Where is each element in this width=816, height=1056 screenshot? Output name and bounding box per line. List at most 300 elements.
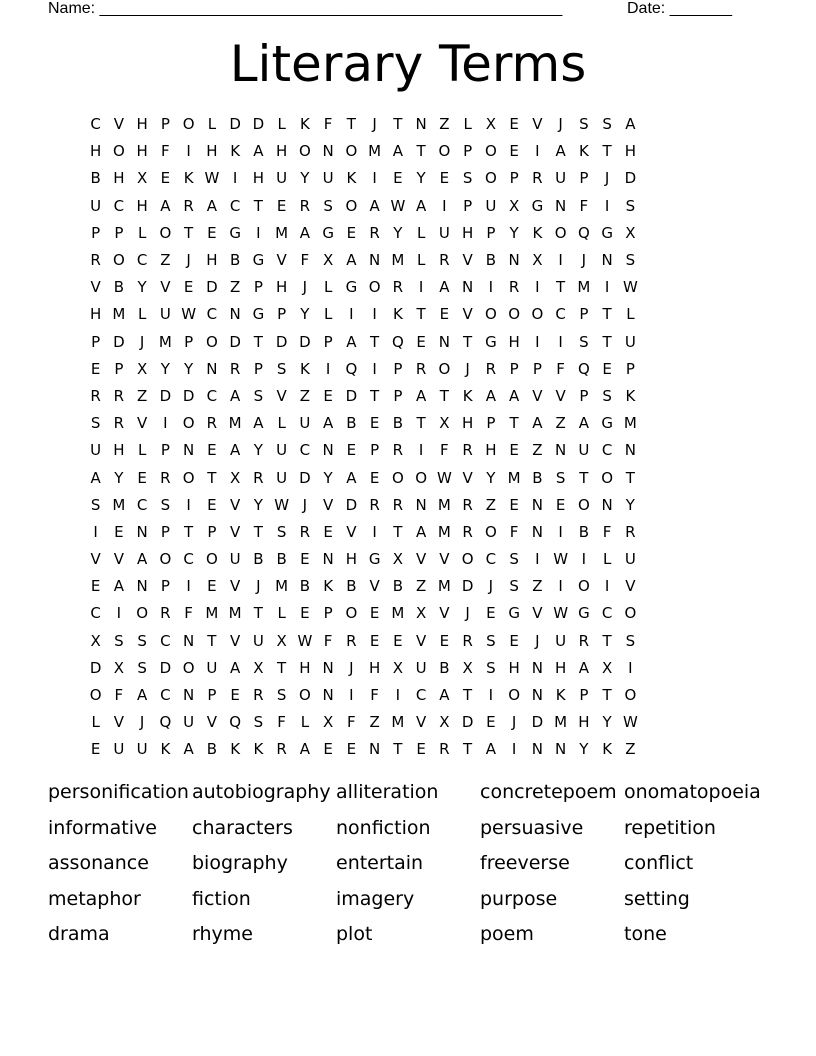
grid-letter: H: [89, 142, 102, 161]
grid-letter: R: [160, 604, 171, 623]
grid-row: [84, 329, 735, 356]
grid-letter: M: [205, 604, 219, 623]
grid-letter: S: [509, 577, 519, 596]
grid-letter: M: [437, 577, 451, 596]
grid-letter: L: [416, 251, 426, 270]
grid-letter: C: [206, 305, 218, 324]
grid-letter: N: [531, 495, 543, 514]
grid-letter: Z: [485, 495, 497, 514]
grid-letter: Q: [229, 713, 242, 732]
grid-letter: F: [440, 441, 449, 460]
grid-letter: B: [392, 414, 404, 433]
grid-letter: I: [418, 278, 424, 297]
grid-letter: D: [206, 278, 218, 297]
grid-letter: E: [276, 196, 287, 215]
grid-letter: X: [229, 468, 241, 487]
grid-letter: Z: [532, 577, 543, 596]
grid-letter: E: [369, 468, 380, 487]
grid-letter: N: [438, 332, 450, 351]
grid-letter: A: [229, 386, 241, 405]
grid-letter: F: [556, 359, 565, 378]
grid-letter: X: [276, 631, 287, 650]
grid-letter: A: [485, 740, 496, 759]
grid-letter: V: [415, 631, 427, 650]
grid-letter: P: [323, 332, 333, 351]
grid-letter: B: [578, 522, 590, 541]
grid-letter: M: [228, 414, 242, 433]
grid-letter: E: [346, 223, 357, 242]
grid-letter: F: [602, 522, 612, 541]
grid-letter: Y: [114, 468, 124, 487]
grid-letter: X: [439, 713, 450, 732]
grid-letter: E: [439, 631, 450, 650]
grid-letter: D: [159, 658, 172, 677]
grid-letter: O: [345, 604, 358, 623]
grid-letter: C: [601, 441, 613, 460]
grid-letter: I: [372, 359, 377, 378]
grid-letter: U: [624, 550, 636, 569]
grid-letter: V: [206, 713, 217, 732]
grid-letter: W: [297, 631, 313, 650]
grid-letter: Y: [184, 359, 194, 378]
grid-letter: V: [439, 604, 450, 623]
grid-letter: I: [511, 740, 517, 759]
grid-letter: A: [578, 414, 589, 433]
grid-letter: W: [622, 278, 638, 297]
grid-letter: J: [302, 278, 308, 297]
grid-letter: O: [438, 142, 451, 161]
grid-letter: V: [322, 495, 334, 514]
grid-letter: Z: [625, 740, 636, 759]
grid-letter: Y: [253, 495, 263, 514]
grid-letter: I: [349, 686, 354, 705]
grid-letter: L: [323, 305, 333, 324]
grid-letter: L: [91, 713, 100, 732]
grid-letter: D: [299, 468, 311, 487]
grid-letter: X: [625, 223, 636, 242]
grid-row: [84, 736, 735, 763]
grid-row: [84, 682, 735, 709]
grid-letter: D: [113, 332, 125, 351]
grid-letter: O: [577, 495, 590, 514]
grid-letter: U: [206, 658, 218, 677]
grid-letter: A: [253, 414, 264, 433]
grid-letter: J: [139, 713, 145, 732]
grid-letter: U: [90, 196, 102, 215]
grid-letter: R: [113, 414, 125, 433]
grid-letter: U: [438, 223, 450, 242]
grid-letter: Z: [555, 414, 566, 433]
grid-letter: K: [346, 169, 357, 188]
grid-letter: T: [370, 386, 380, 405]
grid-letter: I: [558, 251, 563, 270]
grid-letter: A: [415, 196, 427, 215]
grid-letter: N: [415, 495, 427, 514]
grid-letter: C: [415, 686, 427, 705]
grid-letter: R: [299, 196, 311, 215]
grid-letter: H: [252, 169, 265, 188]
grid-row: [84, 383, 735, 410]
grid-letter: E: [509, 115, 519, 134]
grid-letter: W: [181, 305, 197, 324]
grid-letter: I: [186, 495, 191, 514]
grid-letter: T: [393, 115, 403, 134]
grid-letter: R: [160, 468, 171, 487]
grid-letter: Z: [415, 577, 427, 596]
grid-letter: O: [112, 142, 125, 161]
grid-letter: F: [300, 251, 310, 270]
grid-letter: F: [347, 713, 356, 732]
grid-letter: F: [323, 631, 333, 650]
grid-letter: I: [535, 550, 540, 569]
grid-letter: V: [415, 550, 427, 569]
grid-letter: K: [555, 686, 566, 705]
grid-letter: P: [393, 359, 403, 378]
word-bank-item: repetition: [624, 816, 716, 839]
grid-letter: V: [229, 522, 241, 541]
grid-letter: K: [392, 305, 403, 324]
grid-letter: X: [485, 115, 497, 134]
grid-letter: T: [277, 658, 287, 677]
grid-letter: L: [277, 115, 286, 134]
grid-letter: U: [555, 631, 567, 650]
grid-letter: V: [462, 251, 473, 270]
grid-letter: R: [392, 441, 404, 460]
word-bank-item: onomatopoeia: [624, 781, 761, 803]
grid-letter: X: [392, 550, 404, 569]
grid-letter: V: [532, 115, 543, 134]
grid-letter: C: [299, 441, 311, 460]
grid-letter: A: [485, 386, 496, 405]
grid-letter: P: [91, 332, 101, 351]
grid-letter: J: [581, 251, 587, 270]
grid-letter: J: [535, 631, 540, 650]
grid-letter: S: [253, 713, 264, 732]
word-bank-item: characters: [192, 816, 293, 839]
grid-letter: S: [486, 658, 496, 677]
grid-letter: N: [415, 115, 427, 134]
grid-letter: G: [252, 251, 265, 270]
grid-letter: M: [437, 522, 451, 541]
grid-letter: E: [207, 495, 217, 514]
grid-letter: E: [207, 223, 217, 242]
grid-letter: G: [485, 332, 497, 351]
grid-letter: N: [322, 441, 334, 460]
grid-row: [84, 546, 735, 573]
grid-letter: P: [463, 196, 473, 215]
grid-letter: W: [622, 713, 638, 732]
grid-letter: E: [346, 740, 357, 759]
grid-letter: X: [136, 359, 148, 378]
grid-letter: E: [323, 740, 333, 759]
grid-row: [84, 138, 735, 165]
grid-row: [84, 356, 735, 383]
grid-letter: H: [89, 305, 102, 324]
word-search-grid: [84, 111, 735, 764]
grid-letter: A: [392, 142, 403, 161]
grid-letter: B: [253, 550, 264, 569]
grid-letter: Q: [577, 359, 590, 378]
grid-letter: K: [462, 386, 473, 405]
grid-letter: A: [439, 686, 450, 705]
grid-letter: Z: [369, 713, 380, 732]
grid-letter: E: [393, 169, 403, 188]
grid-letter: O: [205, 550, 218, 569]
grid-row: [84, 437, 735, 464]
grid-letter: R: [392, 495, 404, 514]
grid-letter: T: [253, 522, 263, 541]
grid-row: [84, 301, 735, 328]
grid-letter: D: [182, 386, 195, 405]
grid-letter: S: [462, 169, 473, 188]
grid-letter: O: [159, 223, 172, 242]
grid-letter: U: [113, 740, 125, 759]
grid-letter: R: [462, 495, 473, 514]
grid-letter: U: [136, 740, 148, 759]
grid-letter: P: [253, 359, 263, 378]
grid-letter: P: [184, 332, 194, 351]
word-bank-item: entertain: [336, 852, 424, 875]
grid-letter: O: [601, 468, 614, 487]
grid-letter: H: [113, 441, 125, 460]
grid-letter: N: [136, 577, 148, 596]
grid-letter: Y: [393, 223, 403, 242]
grid-letter: R: [462, 631, 473, 650]
grid-letter: T: [556, 278, 566, 297]
grid-letter: A: [299, 223, 310, 242]
grid-letter: N: [369, 740, 381, 759]
grid-letter: R: [578, 631, 590, 650]
grid-letter: B: [206, 740, 218, 759]
grid-letter: I: [349, 305, 354, 324]
grid-letter: R: [415, 359, 427, 378]
grid-letter: T: [602, 686, 612, 705]
word-bank: [48, 777, 788, 955]
grid-letter: K: [532, 223, 543, 242]
grid-letter: R: [90, 386, 101, 405]
grid-letter: U: [276, 169, 288, 188]
word-bank-item: purpose: [480, 887, 558, 910]
grid-letter: T: [602, 305, 612, 324]
grid-letter: E: [207, 577, 217, 596]
grid-letter: V: [229, 495, 241, 514]
grid-letter: M: [158, 332, 172, 351]
grid-letter: E: [323, 386, 333, 405]
grid-letter: T: [207, 631, 217, 650]
grid-letter: P: [277, 305, 287, 324]
grid-letter: Y: [486, 468, 496, 487]
grid-letter: F: [277, 713, 286, 732]
grid-letter: P: [393, 386, 403, 405]
page-title: Literary Terms: [229, 35, 587, 93]
grid-letter: C: [229, 196, 241, 215]
grid-letter: P: [463, 142, 473, 161]
grid-letter: B: [532, 468, 543, 487]
grid-letter: V: [90, 278, 101, 297]
grid-letter: O: [508, 686, 521, 705]
grid-letter: P: [207, 686, 217, 705]
grid-letter: C: [160, 686, 171, 705]
grid-letter: L: [416, 223, 426, 242]
grid-letter: P: [486, 223, 496, 242]
grid-letter: T: [439, 386, 449, 405]
grid-letter: S: [253, 386, 264, 405]
grid-letter: M: [507, 468, 521, 487]
grid-letter: M: [112, 495, 126, 514]
grid-letter: T: [253, 196, 263, 215]
grid-letter: V: [532, 386, 543, 405]
grid-letter: J: [465, 604, 470, 623]
word-bank-item: rhyme: [192, 923, 253, 946]
grid-letter: A: [229, 658, 241, 677]
grid-letter: M: [391, 713, 405, 732]
word-bank-item: nonfiction: [336, 816, 431, 839]
grid-letter: I: [163, 414, 168, 433]
grid-letter: S: [509, 550, 519, 569]
grid-letter: P: [579, 686, 589, 705]
grid-letter: A: [253, 142, 264, 161]
grid-letter: A: [206, 196, 217, 215]
grid-letter: N: [369, 251, 381, 270]
grid-letter: P: [509, 359, 519, 378]
grid-letter: H: [508, 658, 520, 677]
grid-letter: E: [439, 305, 450, 324]
word-bank-item: autobiography: [192, 781, 331, 803]
grid-letter: I: [488, 278, 494, 297]
grid-letter: H: [299, 658, 311, 677]
grid-letter: J: [256, 577, 261, 596]
grid-letter: O: [136, 604, 149, 623]
grid-letter: X: [508, 196, 520, 215]
grid-letter: B: [229, 251, 241, 270]
grid-letter: L: [137, 441, 147, 460]
grid-letter: I: [581, 550, 587, 569]
grid-letter: B: [346, 577, 357, 596]
grid-letter: T: [253, 604, 263, 623]
grid-letter: S: [555, 468, 566, 487]
grid-letter: P: [532, 359, 542, 378]
grid-letter: C: [136, 495, 148, 514]
word-bank-item: informative: [48, 816, 157, 839]
grid-letter: D: [275, 332, 288, 351]
grid-letter: D: [299, 332, 311, 351]
grid-letter: I: [558, 577, 563, 596]
grid-letter: K: [230, 740, 241, 759]
grid-letter: E: [90, 577, 101, 596]
grid-letter: L: [626, 305, 635, 324]
grid-letter: O: [298, 686, 311, 705]
word-bank-item: poem: [480, 923, 534, 946]
grid-letter: O: [345, 142, 358, 161]
grid-letter: H: [345, 550, 358, 569]
grid-letter: O: [531, 305, 544, 324]
grid-letter: K: [299, 115, 310, 134]
grid-letter: U: [159, 305, 171, 324]
grid-letter: W: [204, 169, 220, 188]
grid-letter: I: [535, 332, 540, 351]
grid-letter: N: [322, 686, 334, 705]
grid-letter: R: [90, 251, 101, 270]
grid-letter: C: [136, 251, 148, 270]
grid-letter: T: [579, 468, 589, 487]
grid-letter: D: [461, 577, 474, 596]
grid-letter: V: [532, 604, 543, 623]
grid-letter: D: [252, 115, 265, 134]
grid-letter: T: [463, 686, 473, 705]
grid-letter: R: [532, 169, 543, 188]
grid-letter: E: [416, 332, 426, 351]
grid-letter: D: [345, 495, 358, 514]
word-bank-item: plot: [336, 923, 373, 946]
grid-letter: Y: [323, 468, 333, 487]
grid-letter: R: [462, 441, 473, 460]
grid-letter: G: [368, 550, 381, 569]
grid-letter: A: [90, 468, 101, 487]
grid-letter: P: [370, 441, 380, 460]
grid-letter: J: [558, 115, 563, 134]
grid-letter: H: [136, 142, 148, 161]
grid-letter: T: [602, 332, 612, 351]
grid-letter: E: [555, 495, 566, 514]
grid-letter: V: [276, 386, 287, 405]
grid-letter: S: [90, 414, 101, 433]
grid-letter: E: [486, 713, 496, 732]
grid-letter: S: [90, 495, 101, 514]
grid-letter: Y: [160, 359, 170, 378]
grid-letter: I: [535, 278, 540, 297]
grid-letter: V: [462, 468, 473, 487]
grid-letter: O: [159, 550, 172, 569]
grid-letter: Q: [159, 713, 172, 732]
grid-letter: D: [461, 713, 474, 732]
grid-letter: A: [346, 251, 357, 270]
grid-letter: E: [509, 495, 519, 514]
grid-letter: O: [624, 686, 637, 705]
grid-letter: N: [462, 278, 474, 297]
grid-letter: V: [276, 251, 287, 270]
grid-letter: I: [93, 522, 98, 541]
grid-letter: R: [625, 522, 636, 541]
grid-letter: O: [182, 658, 195, 677]
grid-letter: W: [553, 604, 569, 623]
grid-letter: Q: [345, 359, 358, 378]
grid-letter: E: [90, 359, 101, 378]
grid-letter: H: [113, 169, 125, 188]
grid-letter: H: [206, 251, 218, 270]
grid-letter: O: [415, 468, 428, 487]
name-field-label: Name: ____________________________________________________: [48, 0, 563, 17]
grid-letter: P: [323, 604, 333, 623]
grid-letter: Y: [416, 169, 426, 188]
grid-letter: C: [183, 550, 194, 569]
grid-letter: H: [578, 713, 590, 732]
grid-letter: R: [485, 359, 497, 378]
grid-row: [84, 165, 735, 192]
grid-letter: T: [625, 468, 635, 487]
grid-row: [84, 410, 735, 437]
grid-letter: X: [392, 658, 404, 677]
grid-letter: J: [604, 169, 610, 188]
grid-letter: R: [276, 740, 287, 759]
grid-letter: Y: [625, 495, 635, 514]
grid-letter: L: [137, 223, 147, 242]
grid-letter: G: [578, 604, 590, 623]
grid-letter: M: [228, 604, 242, 623]
grid-letter: A: [183, 740, 194, 759]
grid-letter: S: [579, 115, 589, 134]
grid-letter: J: [465, 359, 470, 378]
grid-letter: O: [577, 577, 590, 596]
